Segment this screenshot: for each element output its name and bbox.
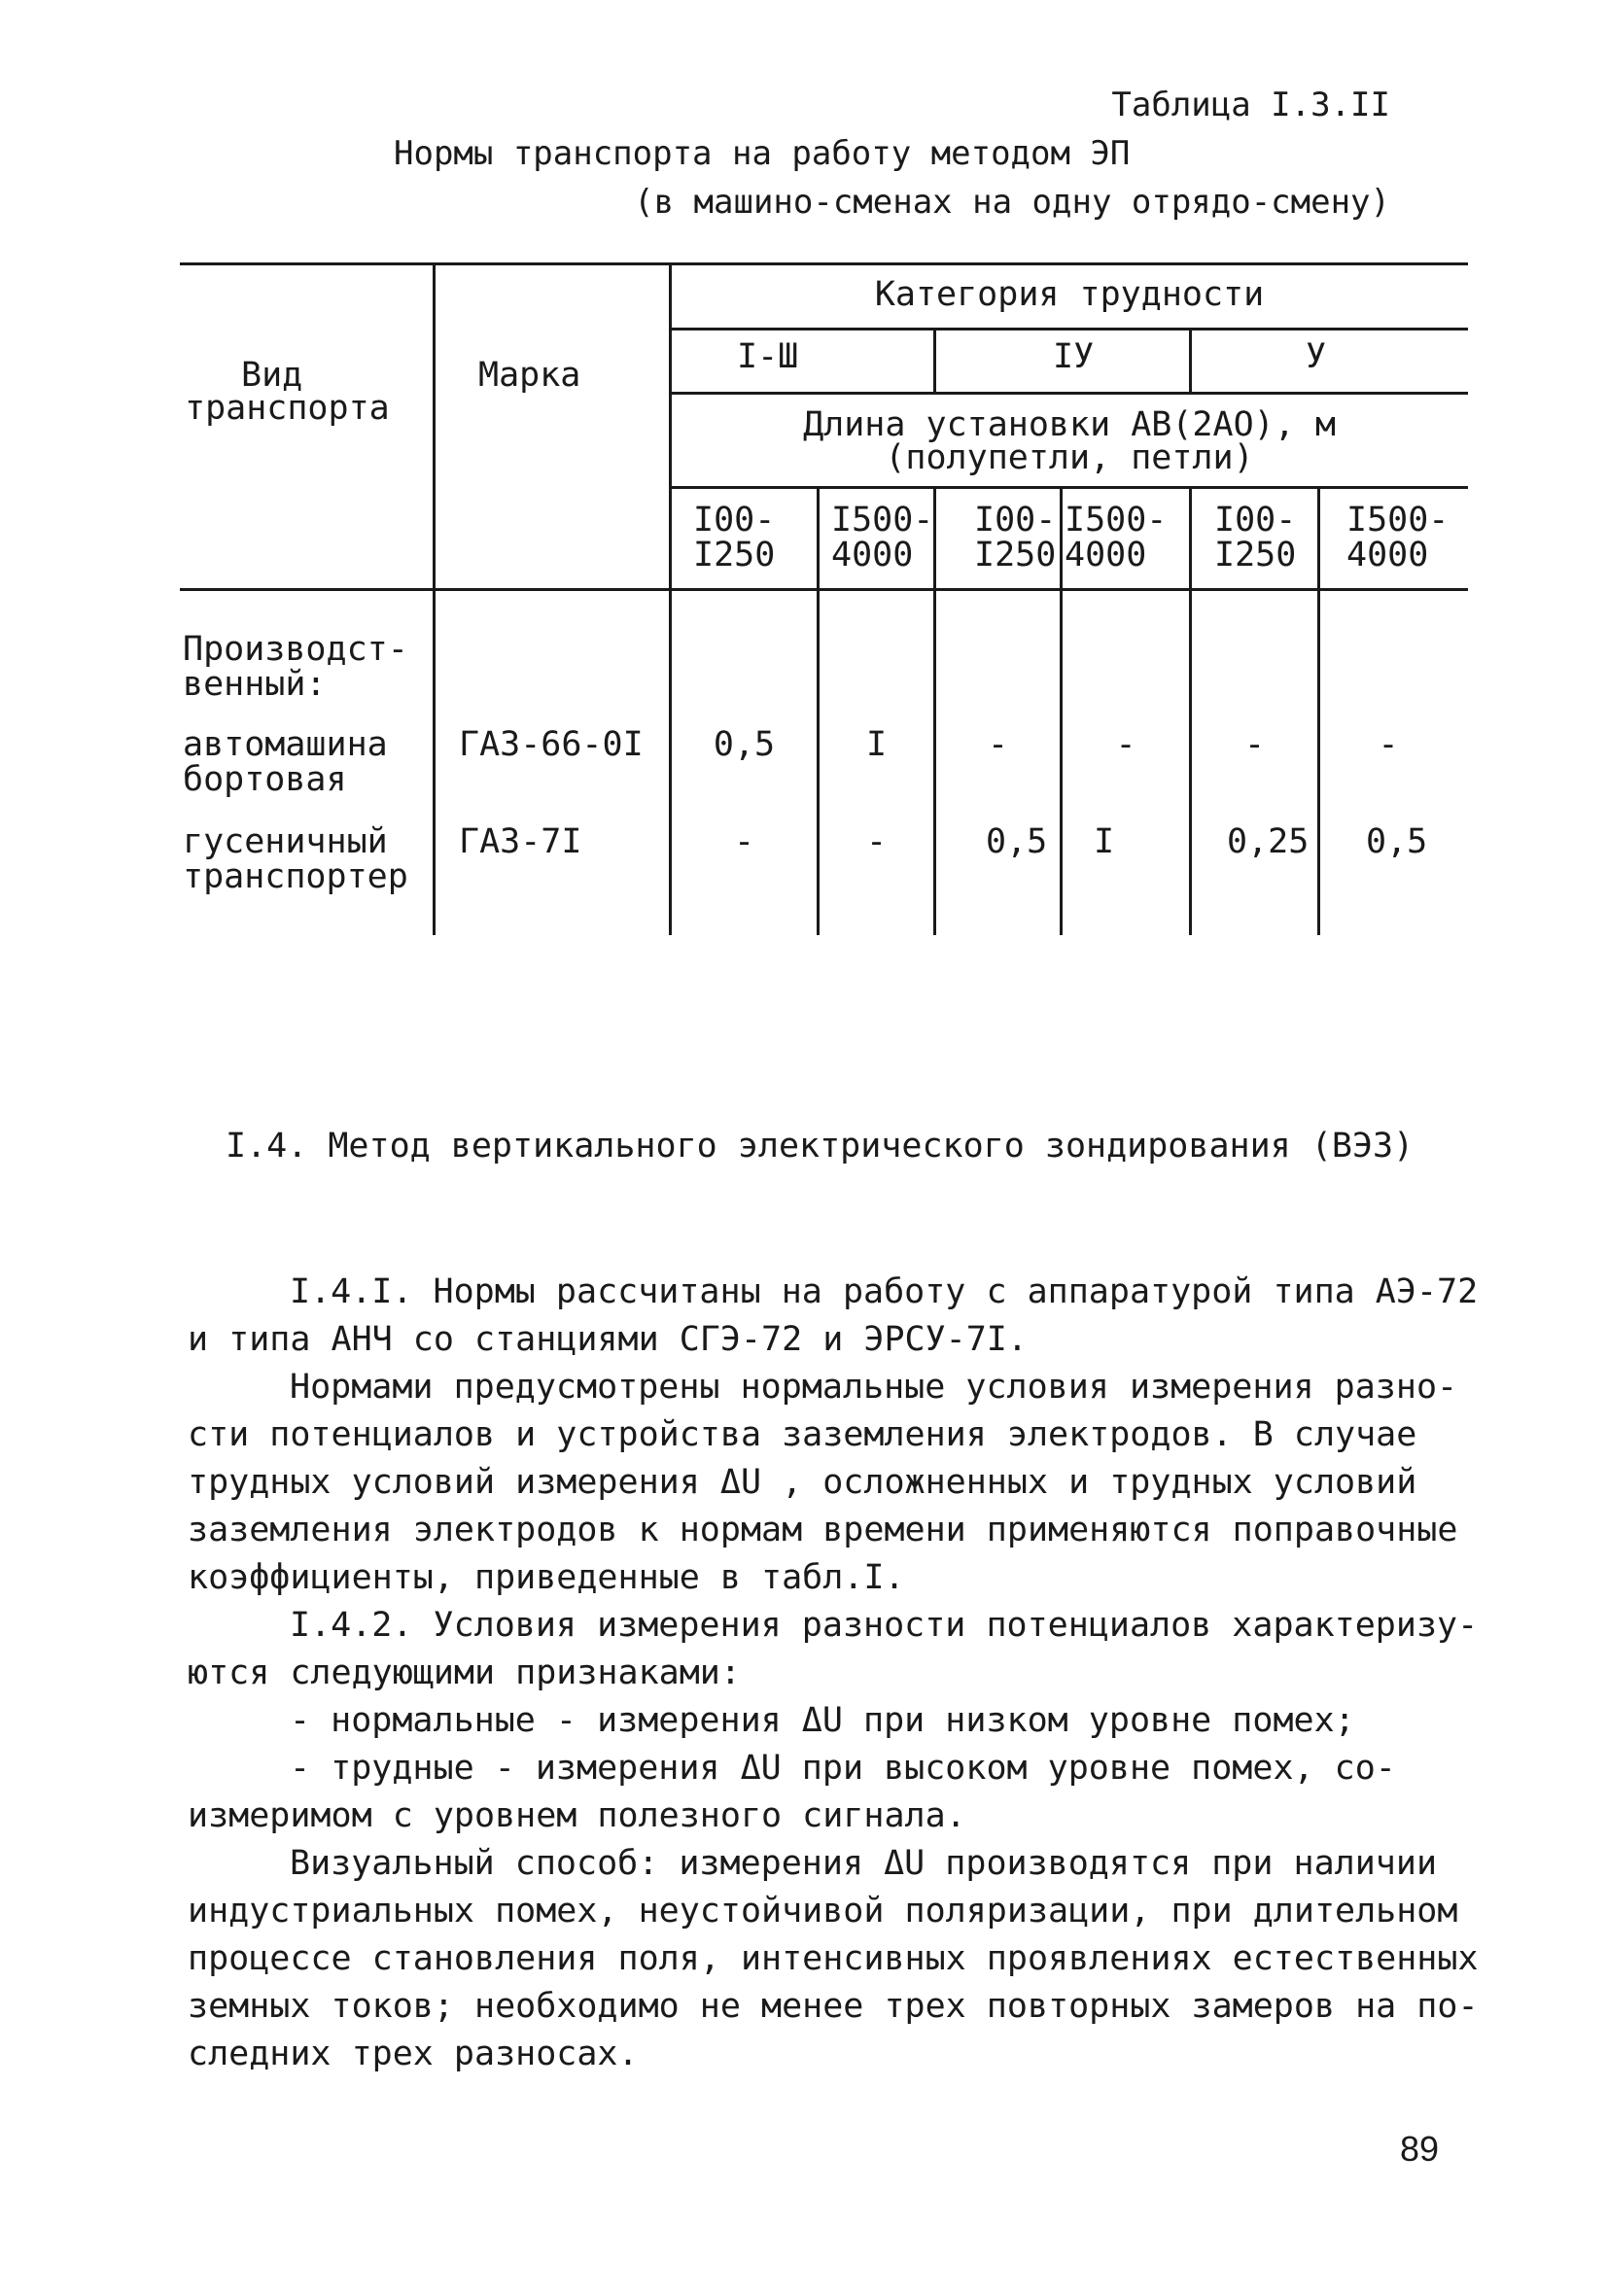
range-6-a: I500- <box>1346 501 1450 539</box>
range-5-a: I00- <box>1214 501 1297 539</box>
row-2-marka: ГАЗ-7I <box>459 822 582 861</box>
range-sep-1 <box>817 486 820 935</box>
row-1-value-1: 0,5 <box>713 725 776 764</box>
col-marka-label: Марка <box>478 356 581 395</box>
range-3-a: I00- <box>974 501 1057 539</box>
row-1-value-4: - <box>1115 725 1136 764</box>
category-5: У <box>1306 337 1327 376</box>
body-line: трудных условий измерения ΔU , осложненных и трудных условий <box>188 1463 1417 1502</box>
body-line: Нормами предусмотрены нормальные условия измерения разно- <box>290 1368 1458 1407</box>
range-6-b: 4000 <box>1346 536 1429 574</box>
row-1-value-5: - <box>1243 725 1266 764</box>
cat-sep-1-top <box>933 328 936 392</box>
range-1-b: I250 <box>693 536 776 574</box>
category-4: IУ <box>1053 337 1095 376</box>
range-3-b: I250 <box>974 536 1057 574</box>
body-line: Визуальный способ: измерения ΔU производятся при наличии <box>290 1844 1438 1883</box>
body-line: заземления электродов к нормам времени применяются поправочные <box>188 1511 1458 1549</box>
range-rule <box>671 486 1468 489</box>
length-rule <box>671 392 1468 395</box>
category-header: Категория трудности <box>874 275 1265 314</box>
body-line: сти потенциалов и устройства заземления электродов. В случае <box>188 1415 1417 1454</box>
category-rule <box>671 328 1468 330</box>
category-1-3: I-Ш <box>737 337 799 376</box>
body-line: процессе становления поля, интенсивных проявлениях естественных <box>188 1939 1479 1978</box>
length-header-1: Длина установки АВ(2АО), м <box>803 405 1336 444</box>
body-line: следних трех разносах. <box>188 2035 639 2073</box>
body-line: - трудные - измерения ΔU при высоком уровне помех, со- <box>290 1749 1396 1788</box>
col-sep-vid <box>433 264 436 935</box>
row-1-name-2: бортовая <box>183 760 347 799</box>
range-4-b: 4000 <box>1065 536 1147 574</box>
table-top-rule <box>180 262 1468 265</box>
range-5-b: I250 <box>1214 536 1297 574</box>
range-sep-3 <box>1060 486 1063 935</box>
range-1-a: I00- <box>693 501 776 539</box>
body-line: I.4.I. Нормы рассчитаны на работу с аппаратурой типа АЭ-72 <box>290 1272 1479 1311</box>
cat-sep-2-top <box>1189 328 1192 392</box>
row-1-value-3: - <box>987 725 1009 764</box>
body-line: ются следующими признаками: <box>188 1653 741 1692</box>
length-header-2: (полупетли, петли) <box>885 438 1254 477</box>
row-2-value-3: 0,5 <box>986 822 1048 861</box>
range-4-a: I500- <box>1065 501 1168 539</box>
range-2-b: 4000 <box>831 536 914 574</box>
row-2-value-4: I <box>1094 822 1115 861</box>
range-sep-5 <box>1317 486 1320 935</box>
group-label-2: венный: <box>183 665 327 704</box>
body-line: индустриальных помех, неустойчивой поляризации, при длительном <box>188 1892 1458 1931</box>
body-line: и типа АНЧ со станциями СГЭ-72 и ЭРСУ-7I. <box>188 1320 1028 1359</box>
body-line: - нормальные - измерения ΔU при низком уровне помех; <box>290 1701 1355 1740</box>
body-line: земных токов; необходимо не менее трех повторных замеров на по- <box>188 1987 1479 2026</box>
col-vid-label-2: транспорта <box>185 389 390 428</box>
range-2-a: I500- <box>831 501 934 539</box>
table-title: Нормы транспорта на работу методом ЭП <box>394 134 1131 173</box>
row-2-name-1: гусеничный <box>183 822 388 861</box>
page-number: 89 <box>1400 2129 1440 2169</box>
row-1-marka: ГАЗ-66-0I <box>459 725 644 764</box>
col-vid-label-1: Вид <box>241 356 303 395</box>
range-sep-2 <box>933 486 936 935</box>
table-number: Таблица I.3.II <box>1111 86 1390 124</box>
group-label-1: Производст- <box>183 630 408 669</box>
row-2-value-2: - <box>865 822 888 861</box>
row-2-value-1: - <box>733 822 755 861</box>
row-1-name-1: автомашина <box>183 725 388 764</box>
body-line: I.4.2. Условия измерения разности потенциалов характеризу- <box>290 1606 1479 1645</box>
header-bottom-rule <box>180 588 1468 591</box>
row-1-value-2: I <box>865 725 888 764</box>
range-sep-4 <box>1189 486 1192 935</box>
table-subtitle: (в машино-сменах на одну отрядо-смену) <box>634 183 1390 222</box>
row-2-value-6: 0,5 <box>1366 822 1428 861</box>
row-2-name-2: транспортер <box>183 857 408 896</box>
body-line: измеримом с уровнем полезного сигнала. <box>188 1796 966 1835</box>
body-line: коэффициенты, приведенные в табл.I. <box>188 1558 905 1597</box>
row-1-value-6: - <box>1378 725 1399 764</box>
section-heading: I.4. Метод вертикального электрического зондирования (ВЭЗ) <box>226 1127 1415 1165</box>
row-2-value-5: 0,25 <box>1227 822 1310 861</box>
